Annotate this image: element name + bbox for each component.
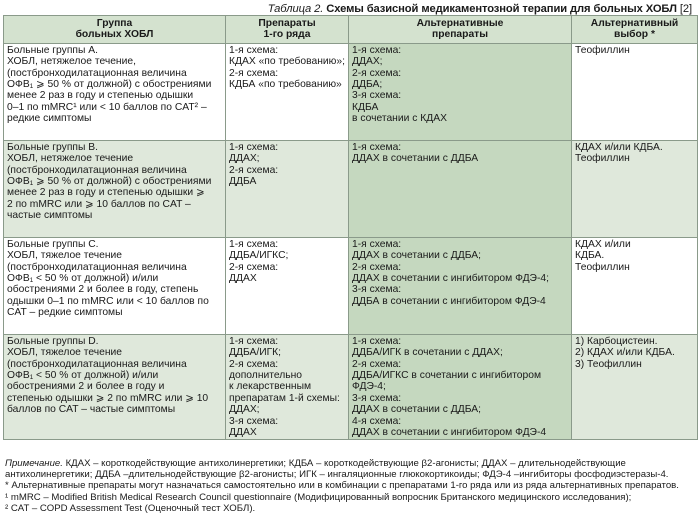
cell-line: 3-я схема: [229,415,279,427]
cell-patient-group [4,140,226,237]
header-group [4,16,226,44]
table-row [4,140,698,237]
caption-title: Схемы базисной медикаментозной терапии для больных ХОБЛ [326,3,677,15]
cell-line: КДБА. [575,250,605,262]
cell-alternative-choice [572,43,698,140]
cell-line: (постбронходилатационная величина [7,358,187,370]
cell-line: ДДБА/ИГКС в сочетании с ингибитором [352,370,542,382]
cell-line: ХОБЛ, нетяжелое течение [7,153,134,165]
cell-line: обострениями 2 и более в году и [7,381,165,393]
header-first-line-text: 1-го ряда [263,29,311,41]
cell-line: препаратам 1-й схемы: [229,392,340,404]
cell-line: Теофиллин [575,44,630,56]
cell-line: ДДАХ [229,427,257,439]
cell-line: 0–1 по mMRC¹ или < 10 баллов по CAT² – [7,101,207,113]
cell-line: менее 2 раз в году и степенью одышки [7,90,194,102]
table-notes [5,458,695,514]
cell-alternative-choice [572,334,698,440]
cell-line: 1-я схема: [229,335,279,347]
header-first-line-text: Препараты [258,18,316,29]
cell-line: ОФВ₁ ⩾ 50 % от должной) с обострениями [7,79,212,91]
cell-line: ОФВ₁ < 50 % от должной) и/или [7,273,159,285]
cell-line: ДДАХ в сочетании с ДДБА; [352,404,481,416]
cell-alternative-drugs [349,237,572,334]
cell-line: ОФВ₁ < 50 % от должной) и/или [7,370,159,382]
cell-line: одышки 0–1 по mMRC или < 10 баллов по [7,295,209,307]
cell-line: ДДБА/ИГК в сочетании с ДДАХ; [352,347,503,359]
cell-line: (постбронходилатационная величина [7,164,187,176]
cell-line: в сочетании с КДАХ [352,113,447,125]
caption-label: Таблица 2. [267,3,324,15]
header-alt-choice-line: Альтернативный [590,18,679,29]
cell-line: КДАХ и/или КДБА. [575,141,663,153]
cell-alternative-drugs [349,43,572,140]
cell-line: редкие симптомы [7,113,92,125]
cell-line: ХОБЛ, нетяжелое течение, [7,56,136,68]
cell-line: 1-я схема: [352,44,402,56]
cell-line: ДДАХ в сочетании с ингибитором ФДЭ-4 [352,427,547,439]
cell-line: 2-я схема: [352,261,402,273]
cell-line: 2-я схема: [229,67,279,79]
cell-line: 1-я схема: [352,238,402,250]
cell-first-line-drugs [226,140,349,237]
table-row [4,43,698,140]
table-body [4,43,698,440]
header-first-line [226,16,349,44]
table-row [4,237,698,334]
cell-alternative-choice [572,140,698,237]
cell-line: Больные группы А. [7,44,98,56]
cell-line: частые симптомы [7,210,93,222]
cell-line: Больные группы С. [7,238,99,250]
cell-line: 3-я схема: [352,90,402,102]
cell-line: баллов по CAT – частые симптомы [7,404,176,416]
cell-line: ДДАХ; [352,56,383,68]
therapy-table [3,15,698,440]
cell-line: 1) Карбоцистеин. [575,335,658,347]
cell-line: ДДАХ; [229,404,260,416]
cell-line: ДДБА; [352,79,383,91]
cell-line: 2 по mMRC или ⩾ 10 баллов по CAT – [7,198,191,210]
header-alternative [349,16,572,44]
cell-line: КДБА «по требованию» [229,79,342,91]
cell-line: 1-я схема: [352,141,402,153]
cell-line: 1-я схема: [352,335,402,347]
cell-line: 1-я схема: [229,238,279,250]
note-line: ² CAT – COPD Assessment Test (Оценочный тест ХОБЛ). [5,502,256,514]
note-text: КДАХ – короткодействующие антихолинергетики; КДБА – короткодействующие β2-агонисты; ДДАХ – длительнодействующие [62,458,626,469]
note-line: ¹ mMRC – Modified British Medical Research Council questionnaire (Модифицированный вопросник Британского медицинского исследования); [5,491,632,503]
cell-line: обострениями 2 и более в году, степень [7,284,199,296]
cell-line: к лекарственным [229,381,312,393]
cell-line: ХОБЛ, тяжелое течение [7,347,123,359]
cell-line: ДДБА в сочетании с ингибитором ФДЭ-4 [352,295,546,307]
note-line: * Альтернативные препараты могут назначаться самостоятельно или в комбинации с препаратами 1-го ряда или из ряда альтернативных препаратов. [5,480,679,492]
cell-line: (постбронходилатационная величина [7,261,187,273]
cell-line: ХОБЛ, тяжелое течение [7,250,123,262]
cell-line: ДДАХ в сочетании с ДДБА; [352,250,481,262]
caption-ref: [2] [679,3,692,15]
header-alternative-line: Альтернативные [416,18,504,29]
cell-alternative-drugs [349,140,572,237]
cell-line: 2-я схема: [229,164,279,176]
table-caption [268,3,692,15]
cell-alternative-choice [572,237,698,334]
cell-line: Больные группы D. [7,335,99,347]
cell-line: 2-я схема: [229,261,279,273]
cell-first-line-drugs [226,334,349,440]
cell-first-line-drugs [226,43,349,140]
cell-line: 3-я схема: [352,284,402,296]
note-line [5,458,695,469]
cell-line: ДДАХ [229,273,257,285]
cell-line: 2-я схема: [229,358,279,370]
cell-line: 2-я схема: [352,67,402,79]
cell-line: Больные группы В. [7,141,98,153]
cell-line: ДДБА/ИГКС; [229,250,289,262]
cell-line: 2-я схема: [352,358,402,370]
cell-line: CAT – редкие симптомы [7,307,123,319]
cell-line: КДБА [352,101,379,113]
cell-line: ОФВ₁ ⩾ 50 % от должной) с обострениями [7,176,212,188]
cell-line: Теофиллин [575,153,630,165]
cell-line: 2) КДАХ и/или КДБА. [575,347,675,359]
cell-line: дополнительно [229,370,303,382]
cell-line: 3) Теофиллин [575,358,642,370]
cell-first-line-drugs [226,237,349,334]
note-line: антихолинергетики; ДДБА –длительнодействующие β2-агонисты; ИГК – ингаляционные глюкокортикоиды; ФДЭ-4 –ингибиторы фосфодиэстеразы-4. [5,469,669,481]
cell-line: 3-я схема: [352,392,402,404]
header-alt-choice [572,16,698,44]
header-alternative-line: препараты [431,29,489,41]
cell-patient-group [4,43,226,140]
cell-line: (постбронходилатационная величина [7,67,187,79]
header-alt-choice-line: выбор * [614,29,655,41]
cell-line: ДДБА [229,176,257,188]
header-group-line: больных ХОБЛ [75,29,154,41]
cell-alternative-drugs [349,334,572,440]
cell-line: ДДАХ; [229,153,260,165]
cell-line: 4-я схема: [352,415,402,427]
cell-line: 1-я схема: [229,44,279,56]
cell-line: менее 2 раз в году и степенью одышки ⩾ [7,187,205,199]
cell-line: КДАХ и/или [575,238,631,250]
cell-patient-group [4,237,226,334]
table-header-row [4,16,698,44]
cell-line: ФДЭ-4; [352,381,386,393]
cell-line: степенью одышки ⩾ 2 по mMRC или ⩾ 10 [7,392,209,404]
cell-line: КДАХ «по требованию»; [229,56,345,68]
cell-line: ДДАХ в сочетании с ингибитором ФДЭ-4; [352,273,549,285]
cell-line: ДДБА/ИГК; [229,347,282,359]
cell-line: ДДАХ в сочетании с ДДБА [352,153,479,165]
table-row [4,334,698,440]
note-label: Примечание. [5,458,63,469]
cell-patient-group [4,334,226,440]
cell-line: 1-я схема: [229,141,279,153]
cell-line: Теофиллин [575,261,630,273]
header-group-line: Группа [96,18,133,29]
